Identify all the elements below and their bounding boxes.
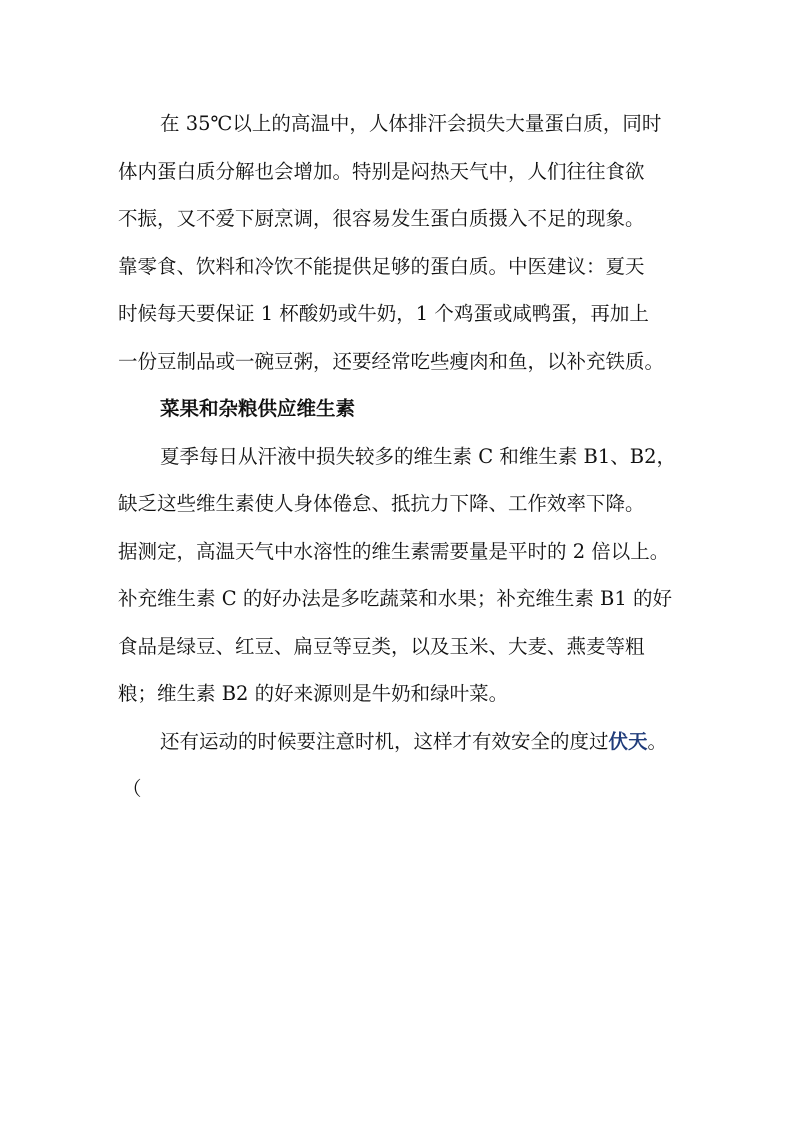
closing-line-text: 还有运动的时候要注意时机，这样才有效安全的度过 — [160, 730, 609, 753]
paragraph-line: 不振，又不爱下厨烹调，很容易发生蛋白质摄入不足的现象。 — [118, 207, 645, 230]
paragraph-line: 夏季每日从汗液中损失较多的维生素 C 和维生素 B1、B2， — [160, 445, 676, 468]
paragraph-line: 一份豆制品或一碗豆粥，还要经常吃些瘦肉和鱼，以补充铁质。 — [118, 350, 665, 373]
paragraph-line: 靠零食、饮料和冷饮不能提供足够的蛋白质。中医建议：夏天 — [118, 255, 645, 278]
paragraph-line: 粮；维生素 B2 的好来源则是牛奶和绿叶菜。 — [118, 682, 509, 705]
closing-line-period: 。 — [647, 730, 668, 753]
paragraph-line: 食品是绿豆、红豆、扁豆等豆类，以及玉米、大麦、燕麦等粗 — [118, 635, 645, 658]
paragraph-line: 在 35℃以上的高温中，人体排汗会损失大量蛋白质，同时 — [160, 112, 662, 135]
section-heading: 菜果和杂粮供应维生素 — [160, 397, 356, 420]
trailing-parenthesis: （ — [122, 777, 142, 800]
closing-line — [160, 727, 667, 757]
paragraph-line: 时候每天要保证 1 杯酸奶或牛奶，1 个鸡蛋或咸鸭蛋，再加上 — [118, 302, 649, 325]
paragraph-line: 补充维生素 C 的好办法是多吃蔬菜和水果；补充维生素 B1 的好 — [118, 587, 672, 610]
paragraph-line: 缺乏这些维生素使人身体倦怠、抵抗力下降、工作效率下降。 — [118, 492, 645, 515]
paragraph-line: 体内蛋白质分解也会增加。特别是闷热天气中，人们往往食欲 — [118, 160, 645, 183]
paragraph-line: 据测定，高温天气中水溶性的维生素需要量是平时的 2 倍以上。 — [118, 540, 670, 563]
dog-days-link[interactable]: 伏天 — [608, 730, 648, 753]
